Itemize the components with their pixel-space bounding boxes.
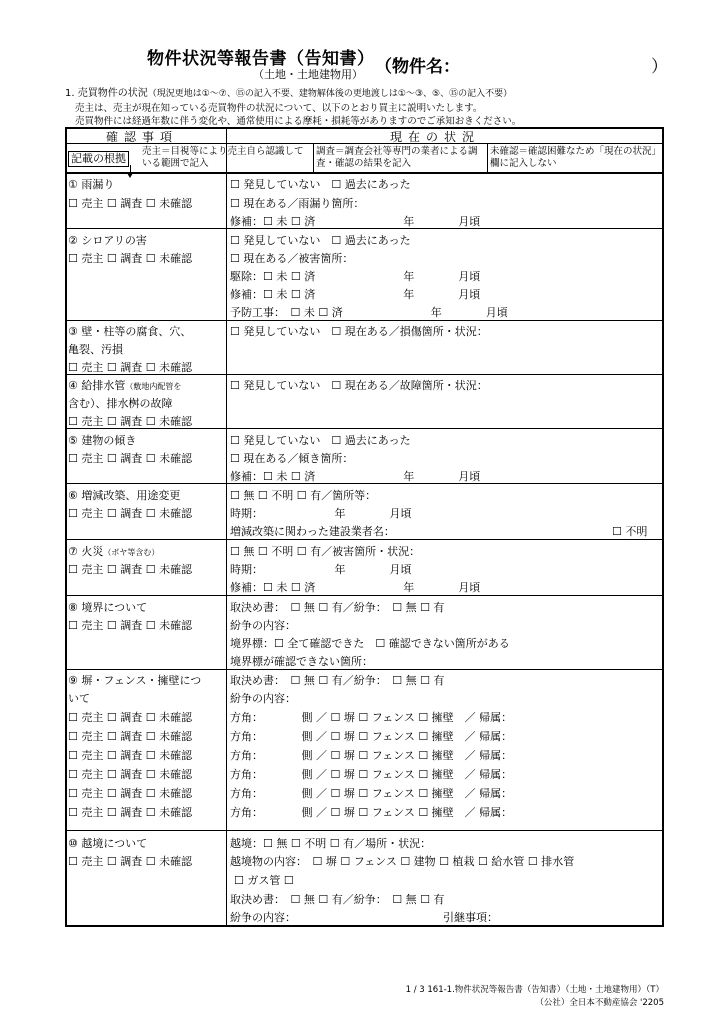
item-8-status-4[interactable]: 境界標が確認できない箇所： [230, 655, 373, 668]
item-5-label: ⑤ 建物の傾き [68, 434, 137, 447]
item-4-label-2: 含む）、排水桝の故障 [68, 397, 173, 410]
item-9-basis-checks[interactable]: ☐ 売主 ☐ 調査 ☐ 未確認 [68, 749, 193, 762]
item-2-status-2[interactable]: ☐ 現在ある／被害箇所： [230, 252, 354, 265]
column-header-confirm: 確認事項 [106, 130, 179, 144]
item-8-label: ⑧ 境界について [68, 601, 148, 614]
section-note: （現況更地は①～⑦、⑮の記入不要、建物解体後の更地渡しは①～③、⑤、⑮の記入不要） [147, 89, 513, 99]
item-3-label-1: ③ 壁・柱等の腐食、穴、 [68, 325, 192, 338]
item-1-status-2[interactable]: ☐ 現在ある／雨漏り箇所： [230, 197, 365, 210]
item-3-status-1[interactable]: ☐ 発見していない ☐ 現在ある／損傷箇所・状況： [230, 325, 488, 338]
item-9-basis-checks[interactable]: ☐ 売主 ☐ 調査 ☐ 未確認 [68, 730, 193, 743]
divider [65, 830, 664, 831]
footer-line-2: （公社）全日本不動産協会 '2205 [535, 998, 664, 1008]
property-name-close: ） [651, 57, 668, 77]
section-heading [65, 84, 512, 99]
item-10-handover[interactable]: 引継事項： [443, 911, 498, 924]
divider [65, 669, 664, 670]
item-7-basis-checks[interactable]: ☐ 売主 ☐ 調査 ☐ 未確認 [68, 563, 193, 576]
arrowhead-icon [127, 173, 133, 178]
item-6-unknown-check[interactable]: ☐ 不明 [612, 525, 648, 538]
item-9-basis-checks[interactable]: ☐ 売主 ☐ 調査 ☐ 未確認 [68, 768, 193, 781]
item-9-direction-row[interactable]: 方角： 側 ／ ☐ 塀 ☐ フェンス ☐ 擁壁 ／ 帰属： [230, 730, 513, 743]
item-9-direction-row[interactable]: 方角： 側 ／ ☐ 塀 ☐ フェンス ☐ 擁壁 ／ 帰属： [230, 787, 513, 800]
item-10-basis-checks[interactable]: ☐ 売主 ☐ 調査 ☐ 未確認 [68, 855, 193, 868]
document-title: 物件状況等報告書（告知書） [147, 49, 375, 69]
item-1-label: ① 雨漏り [68, 178, 115, 191]
item-9-direction-row[interactable]: 方角： 側 ／ ☐ 塀 ☐ フェンス ☐ 擁壁 ／ 帰属： [230, 806, 513, 819]
divider [65, 320, 664, 321]
item-4-basis-checks[interactable]: ☐ 売主 ☐ 調査 ☐ 未確認 [68, 415, 193, 428]
item-6-status-2[interactable]: 時期： 年 月頃 [230, 507, 412, 520]
divider [65, 172, 664, 174]
item-6-label: ⑥ 増減改築、用途変更 [68, 489, 181, 502]
item-5-status-3[interactable]: 修補：☐ 未 ☐ 済 年 月頃 [230, 470, 481, 483]
divider [65, 595, 664, 596]
item-6-basis-checks[interactable]: ☐ 売主 ☐ 調査 ☐ 未確認 [68, 507, 193, 520]
intro-line-2: 売買物件には経過年数に伴う変化や、通常使用による摩耗・損耗等がありますのでご承知おきください。 [75, 116, 522, 127]
intro-line-1: 売主は、売主が現在知っている売買物件の状況について、以下のとおり買主に説明いたします。 [75, 103, 483, 114]
item-7-label: ⑦ 火災（ボヤ等含む） [68, 545, 160, 558]
item-9-direction-row[interactable]: 方角： 側 ／ ☐ 塀 ☐ フェンス ☐ 擁壁 ／ 帰属： [230, 711, 513, 724]
item-2-status-1[interactable]: ☐ 発見していない ☐ 過去にあった [230, 234, 411, 247]
item-5-basis-checks[interactable]: ☐ 売主 ☐ 調査 ☐ 未確認 [68, 452, 193, 465]
item-2-status-3[interactable]: 駆除：☐ 未 ☐ 済 年 月頃 [230, 270, 481, 283]
item-3-label-2: 亀裂、汚損 [68, 343, 123, 356]
item-5-status-1[interactable]: ☐ 発見していない ☐ 過去にあった [230, 434, 411, 447]
item-10-status-4[interactable]: 取決め書： ☐ 無 ☐ 有／紛争： ☐ 無 ☐ 有 [230, 893, 445, 906]
footer-line-1: 1 / 3 161-1.物件状況等報告書（告知書）（土地・土地建物用）（T） [405, 985, 664, 995]
column-divider [226, 127, 227, 927]
item-9-label-2: いて [68, 692, 90, 705]
item-10-status-3[interactable]: ☐ ガス管 ☐ [234, 874, 294, 887]
item-4-status-1[interactable]: ☐ 発見していない ☐ 現在ある／故障箇所・状況： [230, 379, 488, 392]
legend-divider [313, 143, 314, 172]
item-2-basis-checks[interactable]: ☐ 売主 ☐ 調査 ☐ 未確認 [68, 252, 193, 265]
item-7-status-1[interactable]: ☐ 無 ☐ 不明 ☐ 有／被害箇所・状況： [230, 545, 421, 558]
item-4-label-1: ④ 給排水管（敷地内配管を [68, 379, 182, 392]
item-6-status-1[interactable]: ☐ 無 ☐ 不明 ☐ 有／箇所等： [230, 489, 377, 502]
basis-label: 記載の根拠 [68, 151, 129, 167]
section-title: 1. 売買物件の状況 [65, 88, 148, 99]
item-2-status-4[interactable]: 修補：☐ 未 ☐ 済 年 月頃 [230, 288, 481, 301]
item-10-status-5[interactable]: 紛争の内容： [230, 911, 296, 924]
item-10-label: ⑩ 越境について [68, 837, 148, 850]
item-8-status-1[interactable]: 取決め書： ☐ 無 ☐ 有／紛争： ☐ 無 ☐ 有 [230, 601, 445, 614]
item-1-basis-checks[interactable]: ☐ 売主 ☐ 調査 ☐ 未確認 [68, 197, 193, 210]
item-7-status-2[interactable]: 時期： 年 月頃 [230, 563, 412, 576]
item-3-basis-checks[interactable]: ☐ 売主 ☐ 調査 ☐ 未確認 [68, 361, 193, 374]
item-10-status-1[interactable]: 越境：☐ 無 ☐ 不明 ☐ 有／場所・状況： [230, 837, 432, 850]
item-9-basis-checks[interactable]: ☐ 売主 ☐ 調査 ☐ 未確認 [68, 787, 193, 800]
item-7-status-3[interactable]: 修補：☐ 未 ☐ 済 年 月頃 [230, 581, 481, 594]
legend-seller: 売主＝目視等により売主自ら認識している範囲で記入 [142, 146, 304, 169]
item-8-basis-checks[interactable]: ☐ 売主 ☐ 調査 ☐ 未確認 [68, 619, 193, 632]
item-2-status-5[interactable]: 予防工事： ☐ 未 ☐ 済 年 月頃 [230, 306, 508, 319]
item-6-status-3[interactable]: 増減改築に関わった建設業者名： [230, 525, 395, 538]
item-2-label: ② シロアリの害 [68, 234, 147, 247]
column-header-status: 現在の状況 [390, 130, 481, 144]
item-5-status-2[interactable]: ☐ 現在ある／傾き箇所： [230, 452, 354, 465]
item-9-basis-checks[interactable]: ☐ 売主 ☐ 調査 ☐ 未確認 [68, 806, 193, 819]
item-8-status-2[interactable]: 紛争の内容： [230, 619, 296, 632]
item-9-basis-checks[interactable]: ☐ 売主 ☐ 調査 ☐ 未確認 [68, 711, 193, 724]
legend-survey: 調査＝調査会社等専門の業者による調査・確認の結果を記入 [316, 146, 478, 169]
item-10-status-2[interactable]: 越境物の内容： ☐ 塀 ☐ フェンス ☐ 建物 ☐ 植栽 ☐ 給水管 ☐ 排水管 [230, 855, 575, 868]
item-9-direction-row[interactable]: 方角： 側 ／ ☐ 塀 ☐ フェンス ☐ 擁壁 ／ 帰属： [230, 768, 513, 781]
item-8-status-3[interactable]: 境界標：☐ 全て確認できた ☐ 確認できない箇所がある [230, 637, 510, 650]
property-name-label: （物件名： [375, 57, 460, 77]
item-9-direction-row[interactable]: 方角： 側 ／ ☐ 塀 ☐ フェンス ☐ 擁壁 ／ 帰属： [230, 749, 513, 762]
item-9-status-1[interactable]: 取決め書： ☐ 無 ☐ 有／紛争： ☐ 無 ☐ 有 [230, 674, 445, 687]
item-9-status-2[interactable]: 紛争の内容： [230, 692, 296, 705]
legend-divider [487, 143, 488, 172]
item-9-label-1: ⑨ 塀・フェンス・擁壁につ [68, 674, 202, 687]
divider [65, 539, 664, 540]
legend-unconfirmed: 未確認＝確認困難なため「現在の状況」欄に記入しない [490, 146, 662, 169]
item-1-status-3[interactable]: 修補：☐ 未 ☐ 済 年 月頃 [230, 215, 481, 228]
document-subtitle: （土地・土地建物用） [253, 68, 363, 81]
item-1-status-1[interactable]: ☐ 発見していない ☐ 過去にあった [230, 178, 411, 191]
